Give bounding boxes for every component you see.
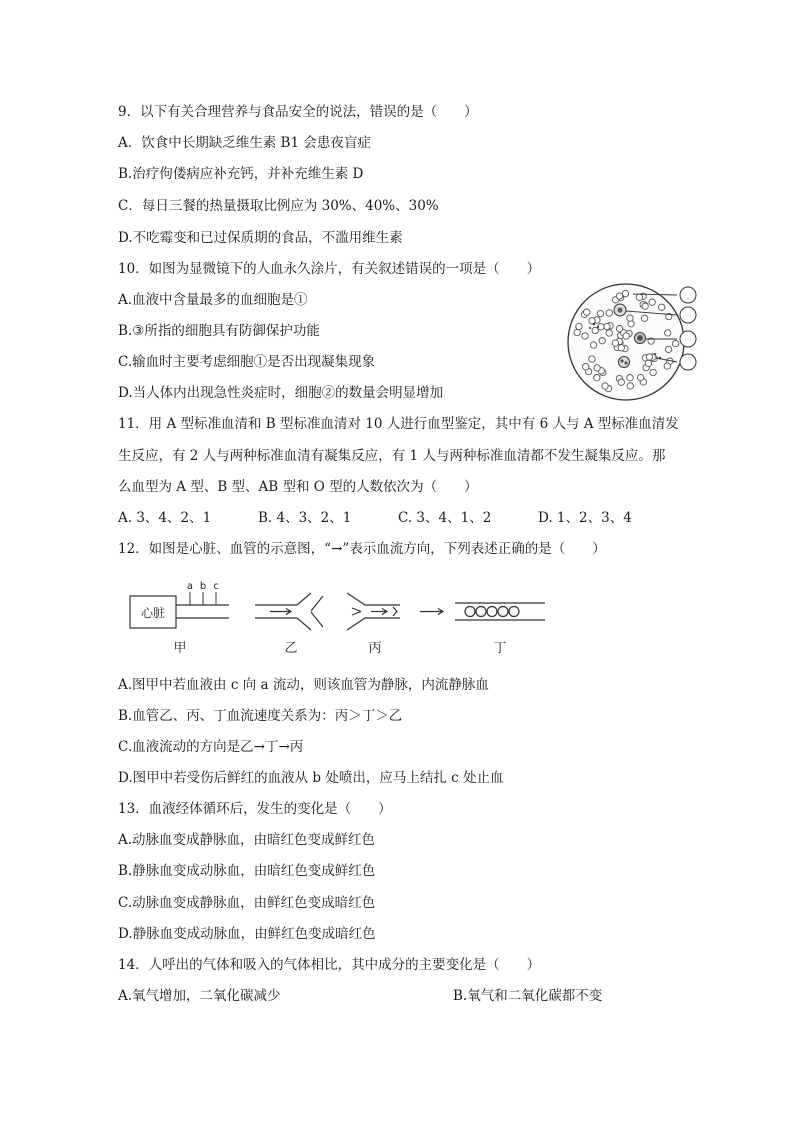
q14-option-a: A.氧气增加，二氧化碳减少: [118, 988, 281, 1004]
vessel-ding: [455, 603, 545, 620]
label-a: a: [186, 581, 194, 592]
q11-option-d: D. 1、2、3、4: [538, 510, 632, 526]
white-blood-cell-lobed: [619, 357, 630, 368]
label-b: b: [199, 581, 207, 592]
label-c: c: [213, 581, 219, 592]
red-blood-cell: [582, 333, 588, 339]
red-blood-cell: [618, 345, 624, 351]
q11-option-c: C. 3、4、1、2: [398, 510, 492, 526]
red-blood-cell: [645, 360, 651, 366]
q9-option-c: C．每日三餐的热量摄取比例应为 30%、40%、30%: [118, 198, 439, 214]
heart-label: 心脏: [140, 606, 166, 620]
q9-option-a: A．饮食中长期缺乏维生素 B1 会患夜盲症: [118, 135, 371, 151]
q12-option-a: A.图甲中若血液由 c 向 a 流动，则该血管为静脉，内流静脉血: [118, 677, 489, 693]
q13-option-c: C.动脉血变成静脉血，由鲜红色变成暗红色: [118, 895, 376, 911]
red-blood-cell: [642, 303, 648, 309]
q9-option-d: D.不吃霉变和已过保质期的食品，不滥用维生素: [118, 230, 403, 246]
q12-option-d: D.图甲中若受伤后鲜红的血液从 b 处喷出，应马上结扎 c 处止血: [118, 770, 504, 786]
q14-stem: 14．人呼出的气体和吸入的气体相比，其中成分的主要变化是（ ）: [118, 957, 541, 973]
q12-option-c: C.血液流动的方向是乙→丁→丙: [118, 739, 304, 755]
red-blood-cell: [650, 369, 656, 375]
heart-vessel-figure: [125, 578, 565, 658]
q13-option-a: A.动脉血变成静脉血，由暗红色变成鲜红色: [118, 832, 376, 848]
red-blood-cell: [576, 323, 582, 329]
red-blood-cell: [589, 356, 595, 362]
red-blood-cell: [641, 315, 647, 321]
blood-smear-figure: [560, 280, 705, 405]
red-blood-cell: [649, 299, 655, 305]
q12-stem: 12．如图是心脏、血管的示意图，“→”表示血流方向，下列表述正确的是（ ）: [118, 541, 606, 557]
q11-stem-line1: 11．用 A 型标准血清和 B 型标准血清对 10 人进行血型鉴定，其中有 6 人与 A 型标准血清发: [118, 416, 679, 432]
caption-ding: 丁: [493, 641, 507, 656]
red-blood-cell: [602, 383, 608, 389]
red-blood-cell: [627, 383, 633, 389]
q9-stem: 9．以下有关合理营养与食品安全的说法，错误的是（ ）: [118, 104, 478, 120]
red-blood-cell: [599, 338, 605, 344]
q10-option-b: B.③所指的细胞具有防御保护功能: [118, 323, 320, 339]
q11-stem-line2: 生反应，有 2 人与两种标准血清有凝集反应，有 1 人与两种标准血清都不发生凝集反应。那: [118, 448, 666, 464]
q9-option-b: B.治疗佝偻病应补充钙，并补充维生素 D: [118, 166, 364, 182]
red-blood-cell: [612, 340, 618, 346]
red-blood-cell: [590, 342, 596, 348]
red-blood-cell: [623, 333, 629, 339]
red-blood-cell: [604, 323, 610, 329]
q12-option-b: B.血管乙、丙、丁血流速度关系为：丙＞丁＞乙: [118, 708, 403, 724]
red-blood-cell: [627, 315, 633, 321]
red-blood-cell: [622, 290, 628, 296]
q11-stem-line3: 么血型为 A 型、B 型、AB 型和 O 型的人数依次为（ ）: [118, 479, 478, 495]
red-blood-cell: [672, 340, 678, 346]
q10-stem: 10．如图为显微镜下的人血永久涂片，有关叙述错误的一项是（ ）: [118, 261, 541, 277]
red-blood-cell: [637, 374, 643, 380]
red-blood-cell: [618, 379, 624, 385]
red-blood-cell: [627, 375, 633, 381]
red-blood-cell: [636, 294, 642, 300]
q13-stem: 13．血液经体循环后，发生的变化是（ ）: [118, 801, 392, 817]
red-blood-cell: [665, 330, 671, 336]
red-blood-cell: [646, 354, 652, 360]
vessel-bing: [347, 593, 400, 630]
caption-bing: 丙: [368, 641, 382, 656]
red-blood-cell: [584, 309, 590, 315]
red-blood-cell: [664, 363, 670, 369]
red-blood-cell: [616, 326, 622, 332]
q13-option-d: D.静脉血变成动脉血，由鲜红色变成暗红色: [118, 926, 376, 942]
q11-option-a: A. 3、4、2、1: [118, 510, 212, 526]
q10-option-d: D.当人体内出现急性炎症时，细胞②的数量会明显增加: [118, 385, 444, 401]
red-blood-cell: [594, 365, 600, 371]
red-blood-cell: [606, 330, 612, 336]
q13-option-b: B.静脉血变成动脉血，由暗红色变成鲜红色: [118, 863, 376, 879]
red-blood-cell: [606, 310, 612, 316]
q14-option-b: B.氧气和二氧化碳都不变: [453, 988, 603, 1004]
q11-option-b: B. 4、3、2、1: [258, 510, 352, 526]
q10-option-c: C.输血时主要考虑细胞①是否出现凝集现象: [118, 354, 376, 370]
red-blood-cell: [592, 327, 598, 333]
red-blood-cell: [665, 346, 671, 352]
vessel-yi: [255, 593, 323, 630]
caption-jia: 甲: [173, 641, 187, 656]
red-blood-cell: [616, 293, 622, 299]
caption-yi: 乙: [284, 641, 298, 656]
red-blood-cell: [594, 375, 600, 381]
red-blood-cell: [583, 364, 589, 370]
red-blood-cell: [597, 310, 603, 316]
red-blood-cell: [574, 329, 580, 335]
q10-option-a: A.血液中含量最多的血细胞是①: [118, 292, 308, 308]
red-blood-cell: [659, 304, 665, 310]
